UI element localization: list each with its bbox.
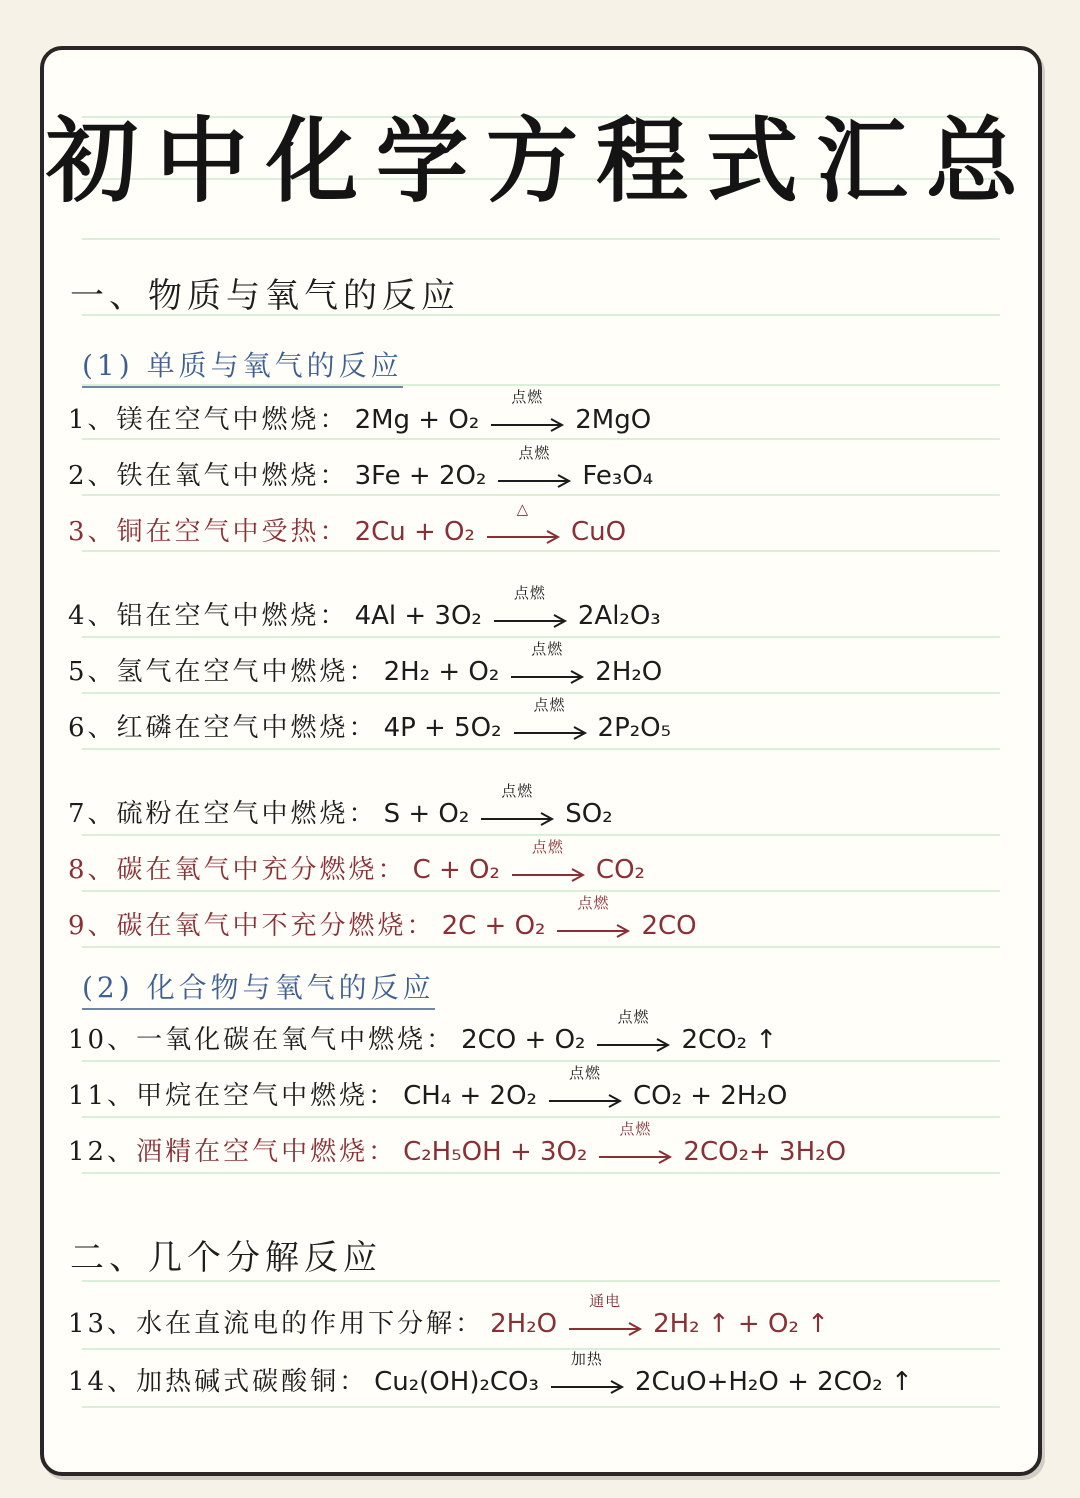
equation-label: 氢气在空气中燃烧： <box>116 657 378 687</box>
equation-row <box>68 584 661 636</box>
reaction-condition: 点燃 <box>531 640 564 658</box>
ruled-line <box>82 834 1000 836</box>
reaction-arrow-icon <box>549 1350 625 1402</box>
equation-products: CO₂ <box>595 855 645 885</box>
equation-number: 12、 <box>68 1137 137 1167</box>
equation-label: 铁在氧气中燃烧： <box>116 461 349 491</box>
ruled-line <box>82 692 1000 694</box>
equation-row <box>68 1292 829 1344</box>
equation-products: CO₂ + 2H₂O <box>632 1081 788 1111</box>
reaction-arrow-icon <box>489 388 565 440</box>
reaction-arrow-icon <box>567 1292 643 1344</box>
equation-number: 7、 <box>68 799 117 829</box>
equation-reactants: C + O₂ <box>412 855 500 885</box>
equation-reactants: 4P + 5O₂ <box>383 713 502 743</box>
ruled-line <box>82 748 1000 750</box>
equation-products: 2Al₂O₃ <box>577 601 661 631</box>
equation-number: 1、 <box>68 405 117 435</box>
equation-reactants: C₂H₅OH + 3O₂ <box>403 1137 588 1167</box>
equation-row <box>68 444 654 496</box>
ruled-line <box>82 1406 1000 1408</box>
equation-label: 镁在空气中燃烧： <box>116 405 349 435</box>
equation-row <box>68 500 627 552</box>
ruled-line <box>82 1172 1000 1174</box>
equation-label: 碳在氧气中不充分燃烧： <box>116 911 436 941</box>
notebook-card <box>40 46 1042 1476</box>
reaction-condition: 点燃 <box>568 1064 601 1082</box>
equation-products: 2CO₂ ↑ <box>681 1025 778 1055</box>
reaction-arrow-icon <box>492 584 568 636</box>
equation-label: 红磷在空气中燃烧： <box>116 713 378 743</box>
subheading-2: (2) 化合物与氧气的反应 <box>82 966 435 1010</box>
ruled-line <box>82 890 1000 892</box>
reaction-condition: 点燃 <box>533 696 566 714</box>
equation-products: 2CO₂+ 3H₂O <box>683 1137 847 1167</box>
reaction-condition: 点燃 <box>531 838 564 856</box>
reaction-arrow-icon <box>479 782 555 834</box>
reaction-condition: △ <box>516 500 530 518</box>
section-heading-2: 二、几个分解反应 <box>70 1238 382 1278</box>
ruled-line <box>82 636 1000 638</box>
equation-reactants: S + O₂ <box>383 799 470 829</box>
equation-products: 2H₂O <box>595 657 663 687</box>
equation-reactants: 2C + O₂ <box>441 911 546 941</box>
equation-label: 加热碱式碳酸铜： <box>136 1367 369 1397</box>
equation-label: 水在直流电的作用下分解： <box>136 1309 485 1339</box>
equation-row <box>68 696 672 748</box>
equation-reactants: 2H₂O <box>490 1309 558 1339</box>
ruled-line <box>82 1116 1000 1118</box>
ruled-line <box>82 238 1000 240</box>
reaction-condition: 点燃 <box>511 388 544 406</box>
reaction-condition: 点燃 <box>513 584 546 602</box>
equation-number: 13、 <box>68 1309 137 1339</box>
equation-products: 2MgO <box>575 405 652 435</box>
equation-row <box>68 388 652 440</box>
reaction-condition: 点燃 <box>501 782 534 800</box>
equation-label: 碳在氧气中充分燃烧： <box>116 855 407 885</box>
reaction-condition: 点燃 <box>518 444 551 462</box>
reaction-arrow-icon <box>512 696 588 748</box>
ruled-line <box>82 1280 1000 1282</box>
equation-number: 4、 <box>68 601 117 631</box>
reaction-arrow-icon <box>485 500 561 552</box>
reaction-condition: 通电 <box>589 1292 622 1310</box>
ruled-line <box>82 946 1000 948</box>
equation-reactants: 3Fe + 2O₂ <box>354 461 487 491</box>
reaction-arrow-icon <box>496 444 572 496</box>
section-heading-1: 一、物质与氧气的反应 <box>70 276 460 316</box>
equation-products: CuO <box>570 517 627 547</box>
equation-label: 甲烷在空气中燃烧： <box>136 1081 398 1111</box>
equation-label: 铜在空气中受热： <box>116 517 349 547</box>
equation-reactants: Cu₂(OH)₂CO₃ <box>374 1367 539 1397</box>
equation-reactants: 4Al + 3O₂ <box>354 601 482 631</box>
equation-products: 2P₂O₅ <box>597 713 672 743</box>
reaction-condition: 点燃 <box>617 1008 650 1026</box>
equation-label: 酒精在空气中燃烧： <box>136 1137 398 1167</box>
equation-row <box>68 1008 778 1060</box>
ruled-line <box>82 1060 1000 1062</box>
equation-products: 2H₂ ↑ + O₂ ↑ <box>653 1309 829 1339</box>
page-title: 初中化学方程式汇总 <box>45 107 1036 215</box>
subheading-1: (1) 单质与氧气的反应 <box>82 344 403 388</box>
ruled-line <box>82 1348 1000 1350</box>
equation-number: 9、 <box>68 911 117 941</box>
equation-products: Fe₃O₄ <box>582 461 654 491</box>
reaction-condition: 点燃 <box>619 1120 652 1138</box>
equation-label: 一氧化碳在氧气中燃烧： <box>136 1025 456 1055</box>
equation-row <box>68 782 613 834</box>
equation-number: 6、 <box>68 713 117 743</box>
equation-number: 10、 <box>68 1025 137 1055</box>
equation-number: 2、 <box>68 461 117 491</box>
equation-products: 2CuO+H₂O + 2CO₂ ↑ <box>634 1367 913 1397</box>
equation-label: 硫粉在空气中燃烧： <box>116 799 378 829</box>
reaction-condition: 点燃 <box>577 894 610 912</box>
equation-label: 铝在空气中燃烧： <box>116 601 349 631</box>
equation-reactants: 2H₂ + O₂ <box>383 657 500 687</box>
equation-number: 5、 <box>68 657 117 687</box>
reaction-arrow-icon <box>555 894 631 946</box>
equation-row <box>68 838 645 890</box>
equation-row <box>68 1350 913 1402</box>
equation-row <box>68 1064 788 1116</box>
equation-number: 3、 <box>68 517 117 547</box>
equation-row <box>68 1120 847 1172</box>
reaction-arrow-icon <box>509 640 585 692</box>
reaction-arrow-icon <box>510 838 586 890</box>
equation-number: 8、 <box>68 855 117 885</box>
reaction-arrow-icon <box>595 1008 671 1060</box>
equation-products: 2CO <box>641 911 697 941</box>
equation-products: SO₂ <box>565 799 613 829</box>
reaction-arrow-icon <box>597 1120 673 1172</box>
equation-reactants: 2Cu + O₂ <box>354 517 475 547</box>
equation-reactants: 2CO + O₂ <box>461 1025 586 1055</box>
equation-row <box>68 640 663 692</box>
reaction-arrow-icon <box>547 1064 623 1116</box>
equation-number: 14、 <box>68 1367 137 1397</box>
reaction-condition: 加热 <box>570 1350 603 1368</box>
equation-row <box>68 894 697 946</box>
equation-number: 11、 <box>68 1081 137 1111</box>
equation-reactants: 2Mg + O₂ <box>354 405 480 435</box>
equation-reactants: CH₄ + 2O₂ <box>403 1081 537 1111</box>
